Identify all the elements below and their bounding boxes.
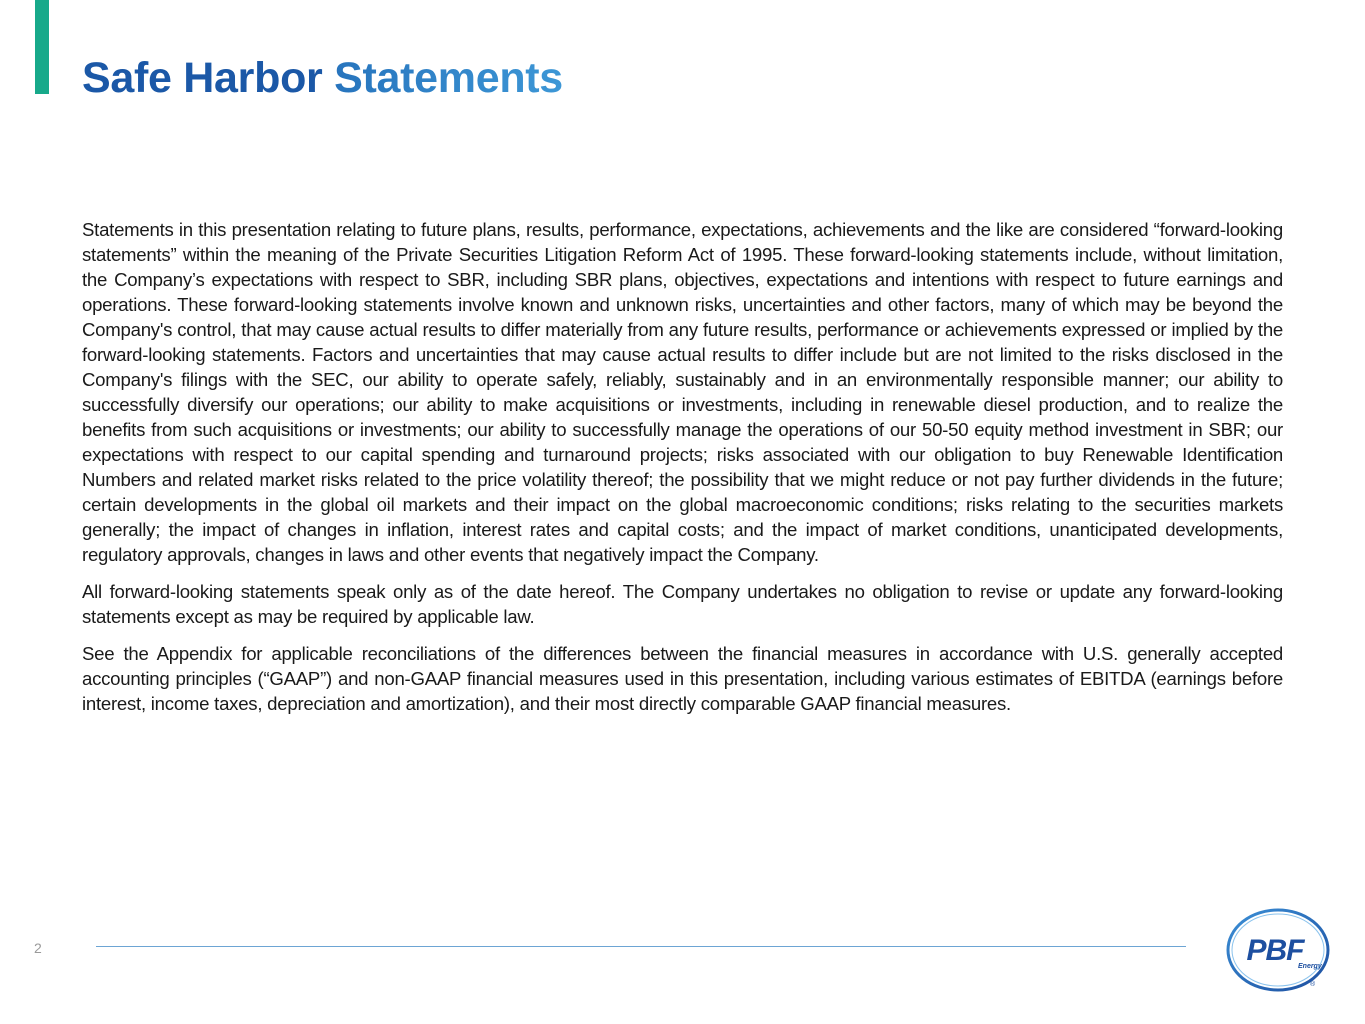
disclaimer-body xyxy=(82,217,1283,728)
footer-divider xyxy=(96,946,1186,947)
title-word-harbor: Harbor xyxy=(183,54,323,102)
title-word-statements: Statements xyxy=(334,54,563,102)
paragraph-non-gaap: See the Appendix for applicable reconciliations of the differences between the financial measures in accordance with U.S. generally accepted accounting principles (“GAAP”) and non-GAAP financial measures used in this presentation, including various estimates of EBITDA (earnings before interest, income taxes, depreciation and amortization), and their most directly comparable GAAP financial measures. xyxy=(82,643,1283,714)
pbf-energy-logo xyxy=(1224,906,1332,994)
page-title xyxy=(82,52,563,104)
logo-text: PBF xyxy=(1246,934,1304,967)
logo-registered-mark: ® xyxy=(1310,981,1316,988)
paragraph-forward-looking: Statements in this presentation relating to future plans, results, performance, expectations, achievements and the like are considered “forward-looking statements” within the meaning of the Private Securities Litigation Reform Act of 1995. These forward-looking statements include, without limitation, the Company’s expectations with respect to SBR, including SBR plans, objectives, expectations and intentions with respect to future earnings and operations. These forward-looking statements involve known and unknown risks, uncertainties and other factors, many of which may be beyond the Company's control, that may cause actual results to differ materially from any future results, performance or achievements expressed or implied by the forward-looking statements. Factors and uncertainties that may cause actual results to differ include but are not limited to the risks disclosed in the Company's filings with the SEC, our ability to operate safely, reliably, sustainably and in an environmentally responsible manner; our ability to successfully diversify our operations; our ability to make acquisitions or investments, including in renewable diesel production, and to realize the benefits from such acquisitions or investments; our ability to successfully manage the operations of our 50-50 equity method investment in SBR; our expectations with respect to our capital spending and turnaround projects; risks associated with our obligation to buy Renewable Identification Numbers and related market risks related to the price volatility thereof; the possibility that we might reduce or not pay further dividends in the future; certain developments in the global oil markets and their impact on the global macroeconomic conditions; risks relating to the securities markets generally; the impact of changes in inflation, interest rates and capital costs; and the impact of market conditions, unanticipated developments, regulatory approvals, changes in laws and other events that negatively impact the Company. xyxy=(82,219,1283,565)
paragraph-no-obligation: All forward-looking statements speak only as of the date hereof. The Company undertakes no obligation to revise or update any forward-looking statements except as may be required by applicable law. xyxy=(82,581,1283,627)
page-number: 2 xyxy=(34,940,42,956)
accent-bar xyxy=(35,0,49,94)
title-word-safe: Safe xyxy=(82,54,172,102)
logo-subtext: Energy xyxy=(1298,963,1322,970)
